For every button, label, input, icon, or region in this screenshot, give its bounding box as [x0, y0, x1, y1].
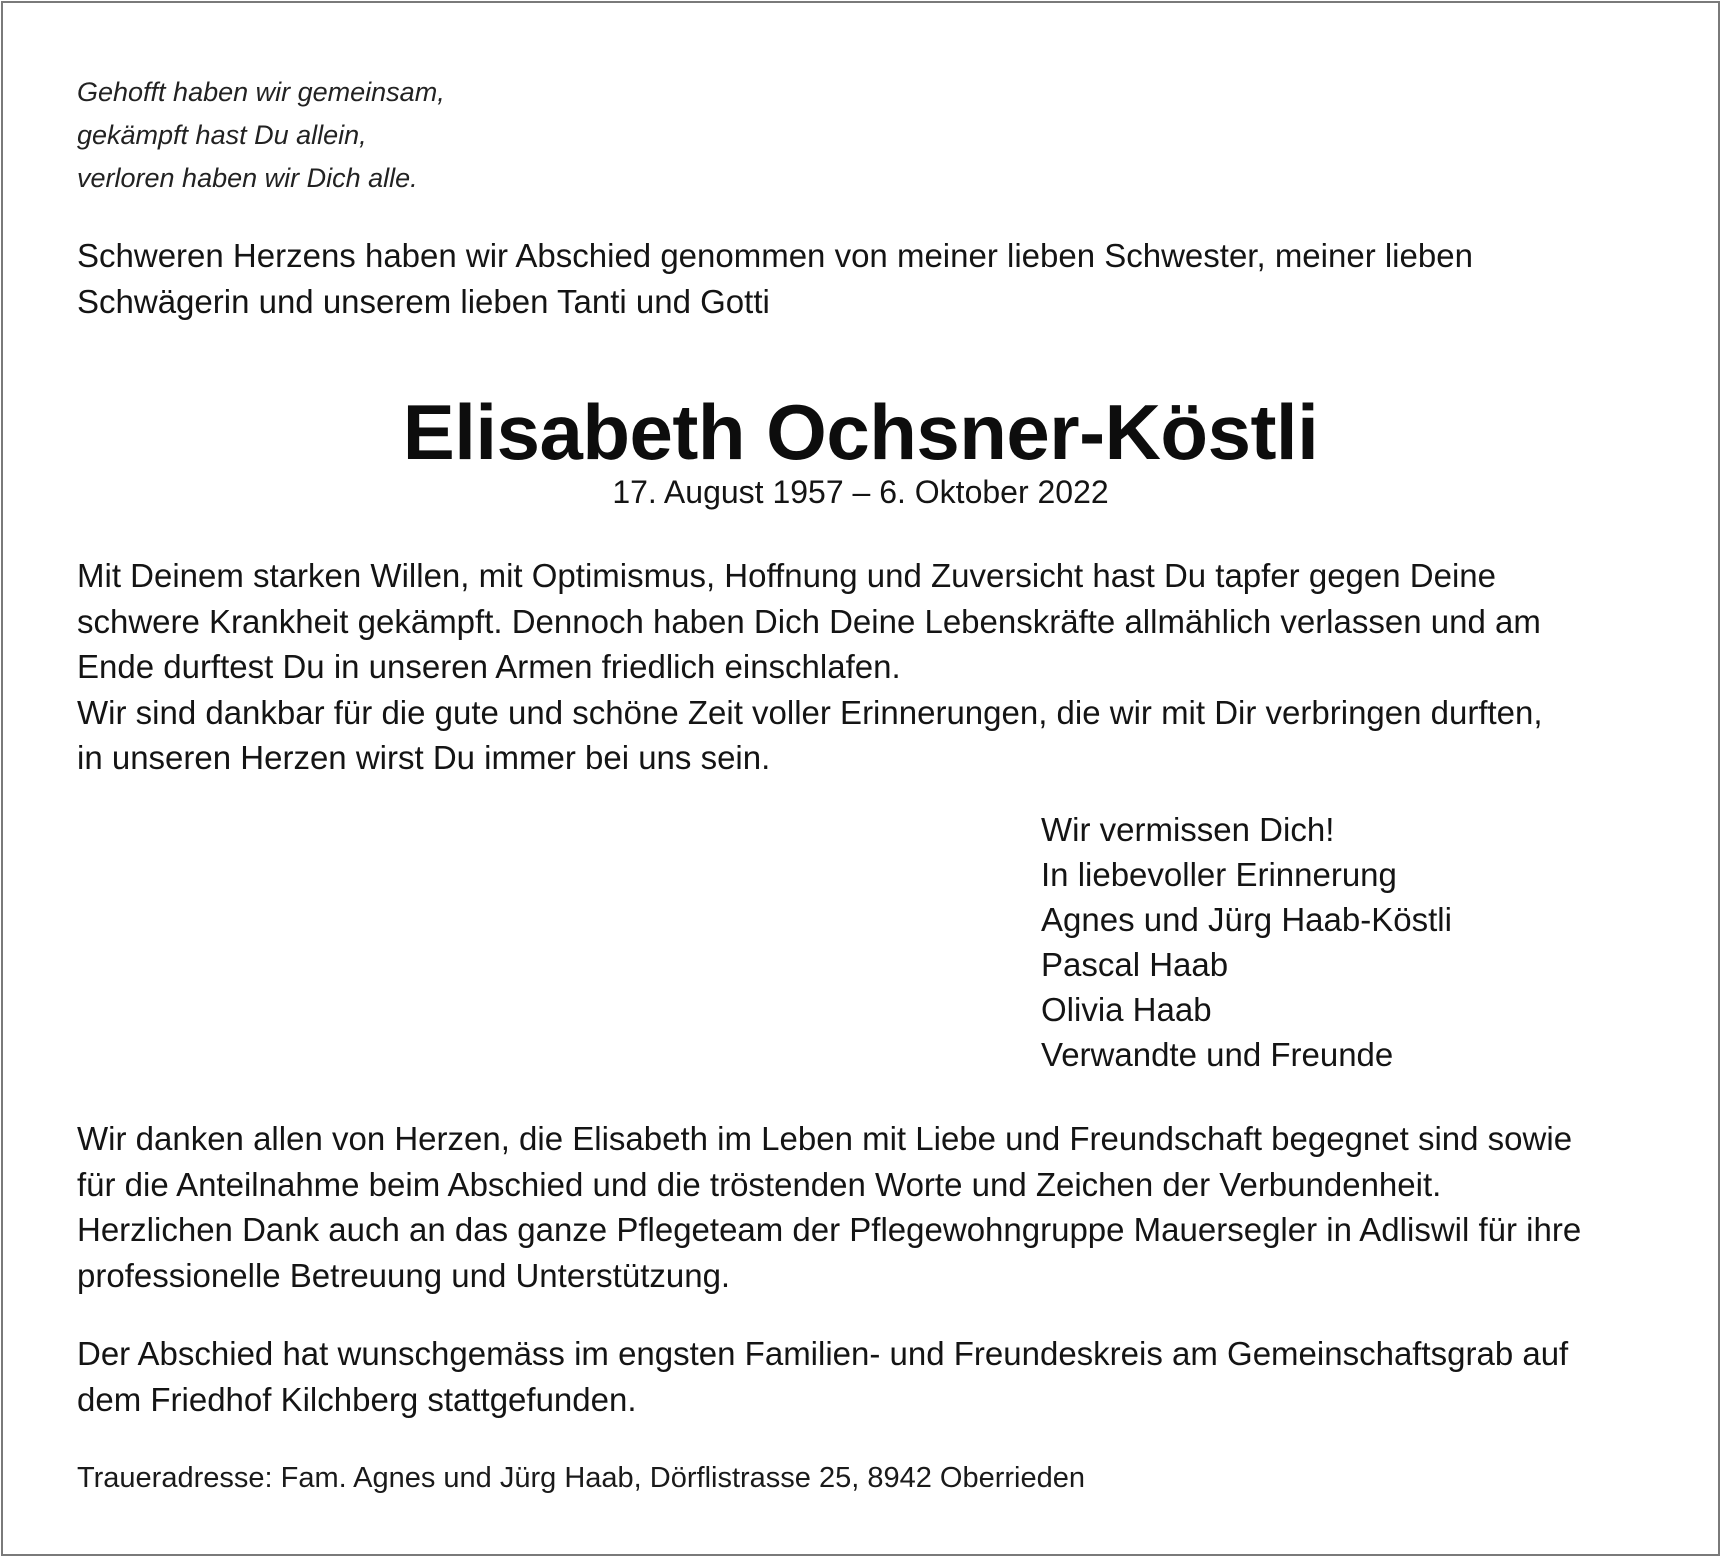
thanks-line: Herzlichen Dank auch an das ganze Pflegeteam der Pflegewohngruppe Mauersegler in Adliswil für ihre [77, 1211, 1582, 1248]
farewell-paragraph [77, 1331, 1568, 1422]
thanks-line: professionelle Betreuung und Unterstützung. [77, 1256, 731, 1294]
signature-line: Agnes und Jürg Haab-Köstli [1041, 901, 1452, 938]
motto-line: Gehofft haben wir gemeinsam, [77, 77, 445, 107]
motto-line: verloren haben wir Dich alle. [77, 163, 418, 193]
obituary-notice [1, 1, 1720, 1556]
signature-line: Verwandte und Freunde [1041, 1036, 1394, 1073]
signature-line: Olivia Haab [1041, 991, 1212, 1028]
farewell-line: Der Abschied hat wunschgemäss im engsten Familien- und Freundeskreis am Gemeinschaftsgrab auf [77, 1335, 1569, 1372]
thanks-line: Wir danken allen von Herzen, die Elisabeth im Leben mit Liebe und Freundschaft begegnet sind sowie [77, 1120, 1573, 1157]
intro-paragraph [77, 233, 1473, 324]
mourners-signature-block [1041, 807, 1452, 1077]
tribute-paragraph [77, 553, 1543, 781]
life-dates: 17. August 1957 – 6. Oktober 2022 [612, 474, 1109, 510]
mourning-address: Traueradresse: Fam. Agnes und Jürg Haab, Dörflistrasse 25, 8942 Oberrieden [77, 1462, 1086, 1494]
signature-line: Pascal Haab [1041, 946, 1229, 983]
tribute-line: schwere Krankheit gekämpft. Dennoch haben Dich Deine Lebenskräfte allmählich verlassen und am [77, 602, 1541, 640]
thanks-line: für die Anteilnahme beim Abschied und die tröstenden Worte und Zeichen der Verbundenheit. [77, 1165, 1442, 1203]
tribute-line: Ende durftest Du in unseren Armen friedlich einschlafen. [77, 648, 901, 685]
intro-line: Schweren Herzens haben wir Abschied genommen von meiner lieben Schwester, meiner lieben [77, 237, 1473, 274]
deceased-name: Elisabeth Ochsner-Köstli [402, 388, 1319, 476]
tribute-line: Mit Deinem starken Willen, mit Optimismus, Hoffnung und Zuversicht hast Du tapfer gegen Deine [77, 557, 1496, 594]
signature-line: In liebevoller Erinnerung [1041, 856, 1397, 893]
motto-line: gekämpft hast Du allein, [77, 120, 367, 150]
thanks-paragraph [77, 1116, 1581, 1298]
intro-line: Schwägerin und unserem lieben Tanti und Gotti [77, 282, 770, 320]
tribute-line: Wir sind dankbar für die gute und schöne Zeit voller Erinnerungen, die wir mit Dir verbringen durften, [77, 693, 1543, 731]
signature-line: Wir vermissen Dich! [1041, 811, 1335, 848]
farewell-line: dem Friedhof Kilchberg stattgefunden. [77, 1380, 637, 1418]
tribute-line: in unseren Herzen wirst Du immer bei uns sein. [77, 739, 771, 776]
motto-verse [77, 71, 445, 200]
